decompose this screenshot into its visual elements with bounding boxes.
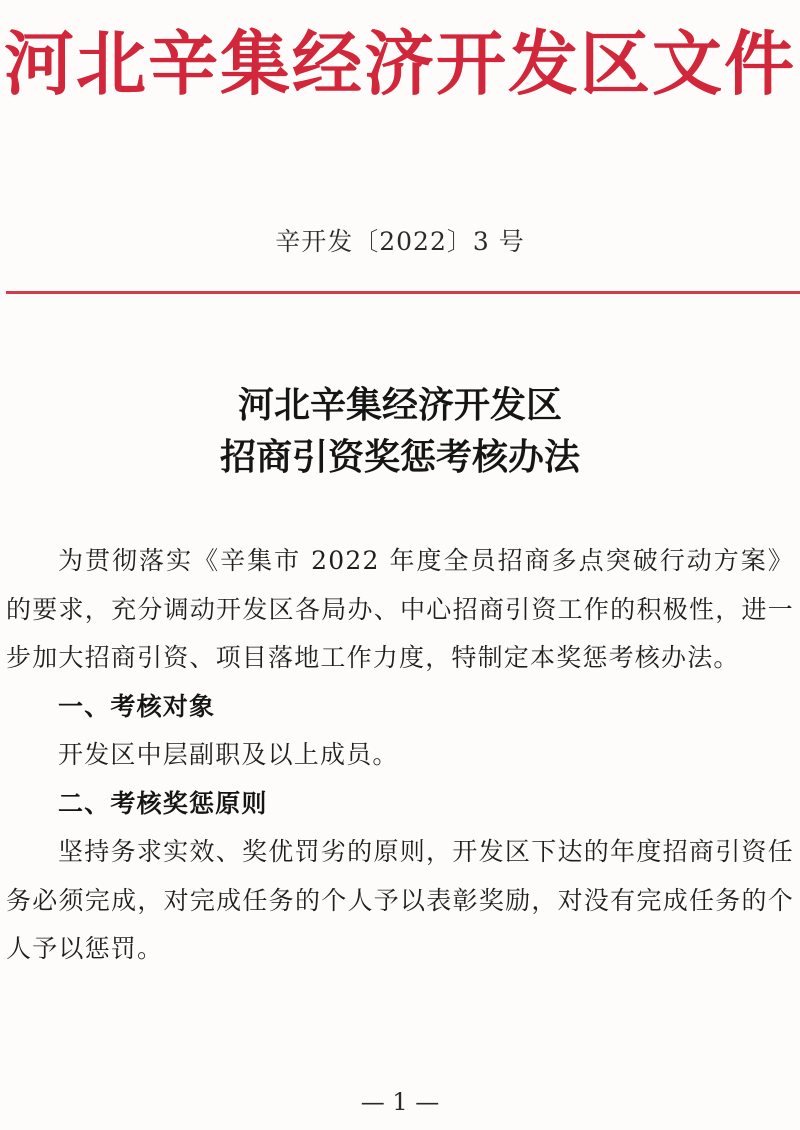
document-title-line-2: 招商引资奖惩考核办法 [219, 437, 580, 478]
document-number: 辛开发〔2022〕3 号 [275, 227, 525, 256]
red-divider-line [6, 291, 800, 294]
document-title-line-1: 河北辛集经济开发区 [237, 385, 562, 426]
section-text-1: 开发区中层副职及以上成员。 [58, 740, 399, 769]
section-heading-2: 二、考核奖惩原则 [58, 788, 268, 818]
document-body [6, 537, 794, 974]
page-number: — 1 — [360, 1088, 440, 1116]
intro-paragraph: 为贯彻落实《辛集市 2022 年度全员招商多点突破行动方案》的要求，充分调动开发区各局办、中心招商引资工作的积极性，进一步加大招商引资、项目落地工作力度，特制定本奖惩考核办法。 [6, 546, 794, 672]
section-heading-1: 一、考核对象 [58, 691, 216, 721]
issuer-header-title: 河北辛集经济开发区文件 [4, 23, 796, 105]
section-text-2: 坚持务求实效、奖优罚劣的原则，开发区下达的年度招商引资任务必须完成，对完成任务的个人予以表彰奖励，对没有完成任务的个人予以惩罚。 [6, 837, 794, 963]
